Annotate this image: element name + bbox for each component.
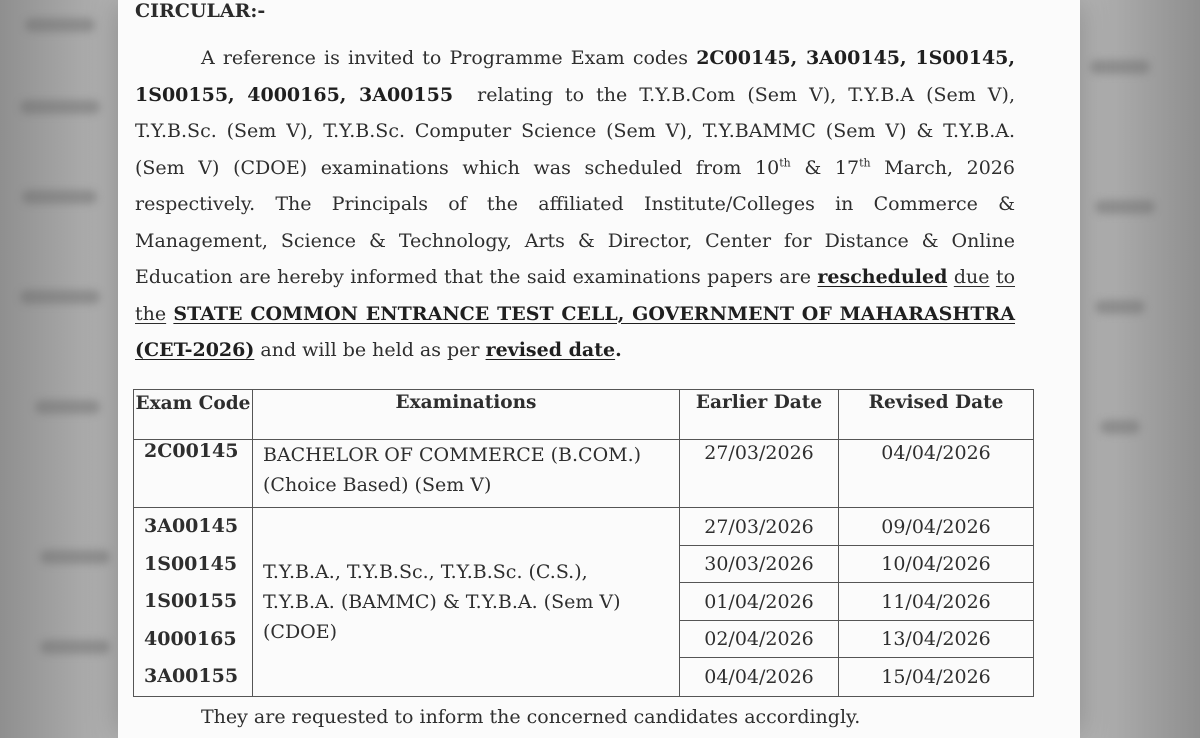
revised-date-cell: 04/04/2026 [839,440,1034,508]
earlier-date-cell: 27/03/2026 [680,440,839,508]
circular-title: CIRCULAR:- [135,0,266,22]
revised-date-cell: 10/04/2026 [839,546,1034,583]
examination-line: T.Y.B.A., T.Y.B.Sc., T.Y.B.Sc. (C.S.), [263,561,588,583]
background-blur-line [1090,60,1150,74]
earlier-date-cell: 30/03/2026 [680,546,839,583]
body-text-1: relating to the T.Y.B.Com (Sem V), T.Y.B.A (Sem V), T.Y.B.Sc. (Sem V), T.Y.B.Sc. Computer Science (Sem V), T.Y.BAMMC (Sem V) & T.Y.B.A. (Sem V) (CDOE) examinations which was scheduled from 10 [135,83,1015,179]
circular-body-paragraph [135,40,1015,369]
table-header-row [134,390,1034,440]
exam-codes-line2: 1S00155, 4000165, 3A00155 [135,83,454,106]
background-blur-line [1095,200,1155,214]
revised-date-cell: 15/04/2026 [839,658,1034,697]
background-blur-line [1095,300,1145,314]
earlier-date-cell: 01/04/2026 [680,583,839,621]
exam-code: 1S00155 [144,590,238,612]
background-blur-line [35,400,100,414]
intro-text: A reference is invited to Programme Exam codes [201,47,689,69]
rescheduled-text: rescheduled [817,266,948,288]
background-blur-line [22,190,97,204]
exam-code: 3A00155 [144,665,239,687]
body-text-3: March, 2026 respectively. The Principals of the affiliated Institute/Colleges in Commerce & Management, Science & Technology, Arts & Director, Center for Distance & Online Education are hereby informed that the said examinations papers are [135,156,1015,288]
exam-code-cell: 2C00145 [134,440,253,508]
examination-line: BACHELOR OF COMMERCE (B.COM.) [263,444,642,466]
examination-cell [253,440,680,508]
body-text-2: & 17 [804,156,860,179]
exam-code: 3A00145 [144,515,239,537]
cet-cell-text: STATE COMMON ENTRANCE TEST CELL, GOVERNMENT OF MAHARASHTRA (CET-2026) [135,302,1015,361]
ordinal-suffix: th [779,156,791,170]
exam-code: 4000165 [144,627,237,650]
exam-code-cell [134,508,253,697]
background-blur-line [40,550,110,564]
revised-date-cell: 13/04/2026 [839,621,1034,658]
examination-cell [253,508,680,697]
body-text-4: and will be held as per [260,339,480,361]
due-text: due [953,266,990,288]
revised-date-cell: 09/04/2026 [839,508,1034,546]
background-blur-line [20,100,100,114]
sentence-end: . [615,339,622,361]
circular-document [118,0,1080,738]
earlier-date-cell: 27/03/2026 [680,508,839,546]
examination-line: (Choice Based) (Sem V) [263,474,492,496]
header-revised-date: Revised Date [839,390,1034,440]
earlier-date-cell: 02/04/2026 [680,621,839,658]
footer-note: They are requested to inform the concerned candidates accordingly. [201,706,861,728]
header-earlier-date: Earlier Date [680,390,839,440]
background-blur-line [1100,420,1140,434]
background-blur-line [40,640,110,654]
revised-date-text: revised date [485,339,616,361]
background-blur-line [20,290,100,304]
ordinal-suffix: th [859,156,871,170]
table-row [134,508,1034,546]
revised-date-cell: 11/04/2026 [839,583,1034,621]
header-exam-code: Exam Code [134,390,253,440]
table-row [134,440,1034,508]
background-blur-line [25,18,95,32]
exam-codes-line1: 2C00145, 3A00145, 1S00145, [696,47,1016,69]
exam-code: 1S00145 [144,552,238,575]
exam-schedule-table [133,389,1034,697]
earlier-date-cell: 04/04/2026 [680,658,839,697]
to-the-text: to the [135,266,1016,325]
header-examinations: Examinations [253,390,680,440]
examination-line: T.Y.B.A. (BAMMC) & T.Y.B.A. (Sem V) [263,591,621,613]
examination-line: (CDOE) [263,621,338,643]
